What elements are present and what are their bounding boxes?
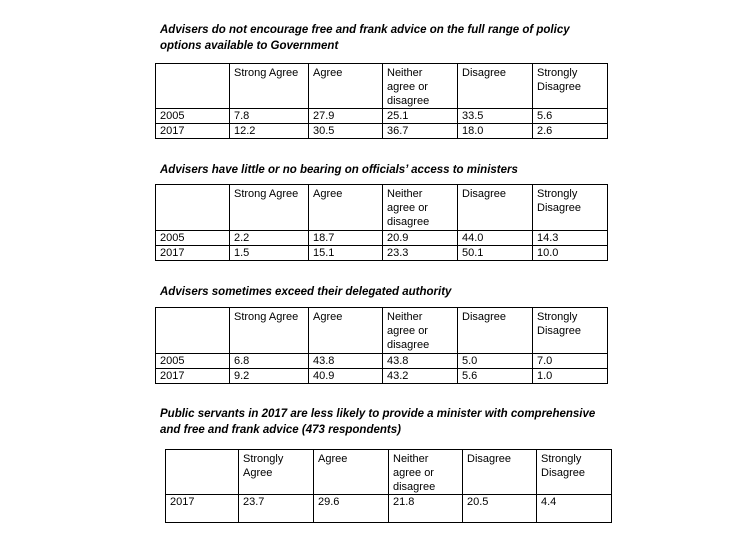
table-cell: 15.1 xyxy=(309,246,383,261)
table-header-row xyxy=(156,64,608,109)
header-cell: Agree xyxy=(309,64,383,109)
header-cell: Neither agree or disagree xyxy=(383,185,458,231)
table-cell: 43.8 xyxy=(383,354,458,369)
section-3-title: Advisers sometimes exceed their delegated authority xyxy=(160,286,452,298)
table-cell: 5.0 xyxy=(458,354,533,369)
header-cell: Strongly Disagree xyxy=(533,185,608,231)
table-cell: 27.9 xyxy=(309,109,383,124)
header-cell: Strong Agree xyxy=(230,308,309,354)
table-2 xyxy=(155,184,608,261)
table-cell: 2.6 xyxy=(533,124,608,139)
table-cell: 33.5 xyxy=(458,109,533,124)
header-cell: Strong Agree xyxy=(230,64,309,109)
table-cell: 7.0 xyxy=(533,354,608,369)
table-cell: 43.2 xyxy=(383,369,458,384)
header-cell: Neither agree or disagree xyxy=(383,308,458,354)
table-1 xyxy=(155,63,608,139)
table-cell: 1.5 xyxy=(230,246,309,261)
header-cell: Neither agree or disagree xyxy=(389,450,463,495)
table-cell: 29.6 xyxy=(314,495,389,523)
table-cell: 36.7 xyxy=(383,124,458,139)
table-cell: 20.9 xyxy=(383,231,458,246)
table-cell: 44.0 xyxy=(458,231,533,246)
table-cell: 30.5 xyxy=(309,124,383,139)
table-cell: 12.2 xyxy=(230,124,309,139)
table-cell: 2005 xyxy=(156,109,230,124)
table-cell: 2005 xyxy=(156,231,230,246)
table-cell: 18.0 xyxy=(458,124,533,139)
header-cell: Strongly Disagree xyxy=(533,308,608,354)
table-row xyxy=(156,124,608,139)
table-cell: 18.7 xyxy=(309,231,383,246)
table-row xyxy=(156,246,608,261)
header-cell: Agree xyxy=(314,450,389,495)
header-cell: Disagree xyxy=(458,64,533,109)
table-cell: 43.8 xyxy=(309,354,383,369)
header-cell: Strongly Disagree xyxy=(533,64,608,109)
table-cell: 5.6 xyxy=(458,369,533,384)
table-row xyxy=(166,495,612,523)
table-cell: 25.1 xyxy=(383,109,458,124)
header-cell: Disagree xyxy=(463,450,537,495)
header-cell: Strongly Agree xyxy=(239,450,314,495)
table-cell: 14.3 xyxy=(533,231,608,246)
header-cell: Neither agree or disagree xyxy=(383,64,458,109)
header-cell xyxy=(156,308,230,354)
header-cell: Agree xyxy=(309,308,383,354)
table-cell: 2.2 xyxy=(230,231,309,246)
header-cell: Strongly Disagree xyxy=(537,450,612,495)
section-1-title: Advisers do not encourage free and frank advice on the full range of policy options available to Government xyxy=(160,24,570,52)
header-cell xyxy=(166,450,239,495)
table-cell: 50.1 xyxy=(458,246,533,261)
table-cell: 2005 xyxy=(156,354,230,369)
table-cell: 4.4 xyxy=(537,495,612,523)
table-cell: 9.2 xyxy=(230,369,309,384)
table-row xyxy=(156,354,608,369)
table-cell: 2017 xyxy=(156,124,230,139)
header-cell: Disagree xyxy=(458,308,533,354)
table-cell: 23.7 xyxy=(239,495,314,523)
table-cell: 5.6 xyxy=(533,109,608,124)
table-header-row xyxy=(166,450,612,495)
table-cell: 20.5 xyxy=(463,495,537,523)
header-cell: Disagree xyxy=(458,185,533,231)
table-row xyxy=(156,109,608,124)
header-cell: Strong Agree xyxy=(230,185,309,231)
table-cell: 10.0 xyxy=(533,246,608,261)
table-cell: 40.9 xyxy=(309,369,383,384)
table-row xyxy=(156,369,608,384)
table-cell: 2017 xyxy=(156,246,230,261)
section-4-title: Public servants in 2017 are less likely to provide a minister with comprehensive and free and frank advice (473 respondents) xyxy=(160,408,596,436)
header-cell xyxy=(156,64,230,109)
table-cell: 21.8 xyxy=(389,495,463,523)
table-cell: 23.3 xyxy=(383,246,458,261)
table-cell: 2017 xyxy=(156,369,230,384)
table-row xyxy=(156,231,608,246)
table-cell: 1.0 xyxy=(533,369,608,384)
table-header-row xyxy=(156,185,608,231)
table-cell: 6.8 xyxy=(230,354,309,369)
table-cell: 2017 xyxy=(166,495,239,523)
header-cell: Agree xyxy=(309,185,383,231)
table-3 xyxy=(155,307,608,384)
section-2-title: Advisers have little or no bearing on officials’ access to ministers xyxy=(160,164,518,176)
header-cell xyxy=(156,185,230,231)
table-header-row xyxy=(156,308,608,354)
table-cell: 7.8 xyxy=(230,109,309,124)
table-4 xyxy=(165,449,612,523)
